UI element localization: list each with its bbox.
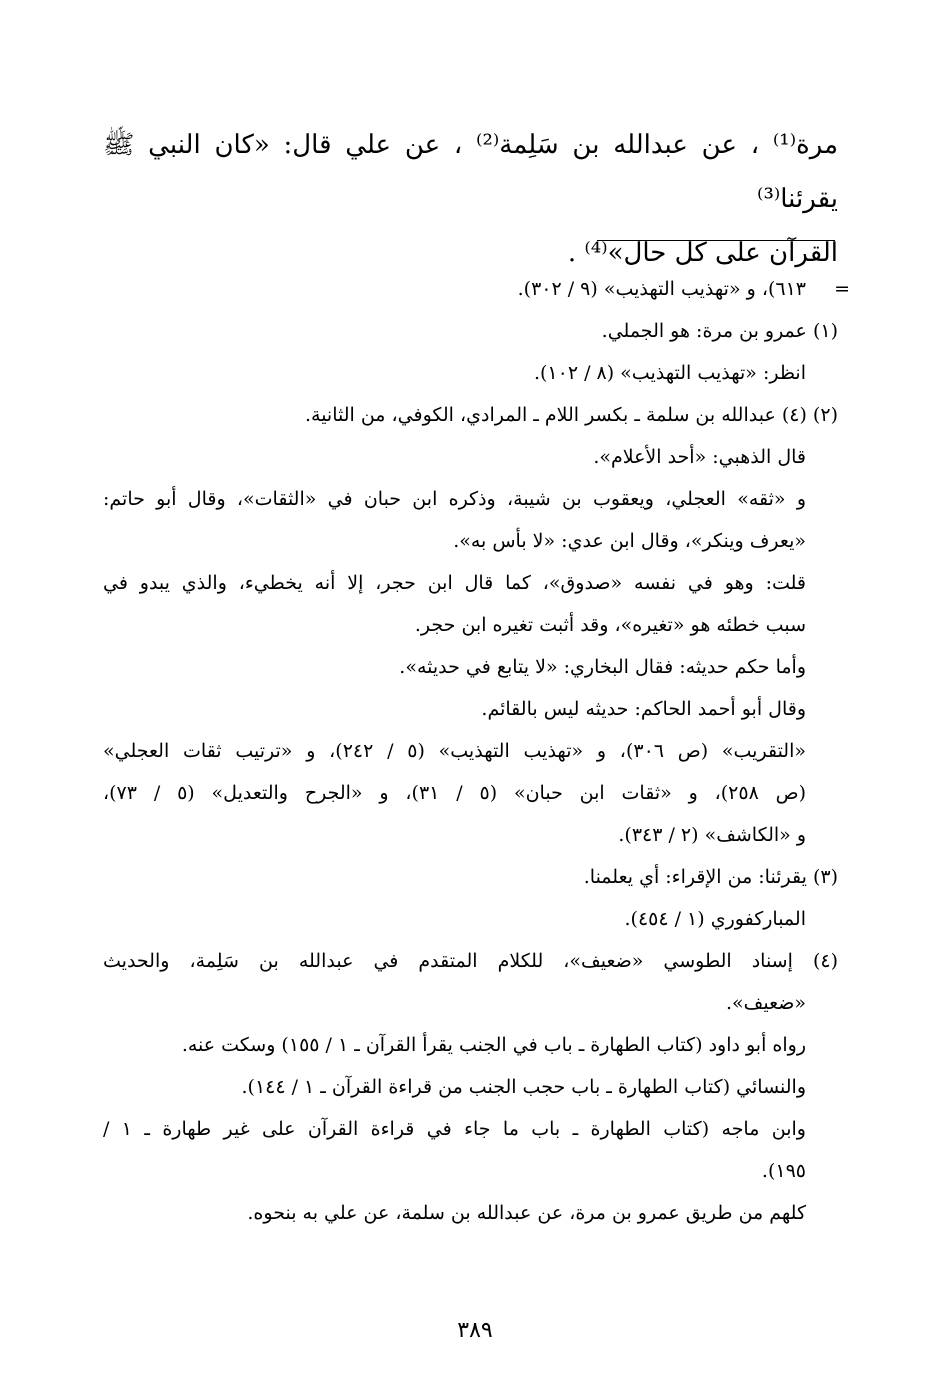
footnote-1	[103, 310, 838, 352]
footnote-4-line-5: وابن ماجه (كتاب الطهارة ـ باب ما جاء في قراءة القرآن على غير طهارة ـ ١ /	[103, 1118, 806, 1140]
footnote-4-line-2: «ضعيف».	[726, 992, 806, 1014]
main-text-line-2: القرآن على كل حال»⁽⁴⁾ .	[567, 238, 838, 268]
main-text	[103, 118, 838, 280]
footnote-2-label: (٢) (٤)	[781, 404, 838, 426]
footnote-4-line-7: كلهم من طريق عمرو بن مرة، عن عبدالله بن سلمة، عن علي به بنحوه.	[247, 1202, 806, 1224]
footnote-3-line-1: يقرئنا: من الإقراء: أي يعلمنا.	[583, 866, 807, 888]
footnote-3-line-2: المباركفوري (١ / ٤٥٤).	[624, 908, 806, 930]
footnotes	[103, 268, 850, 1234]
footnote-4-line-6: ١٩٥).	[761, 1160, 806, 1182]
footnote-4	[103, 940, 838, 982]
footnote-2-line-11: و «الكاشف» (٢ / ٣٤٣).	[618, 824, 806, 846]
footnote-continuation	[103, 268, 850, 310]
footnote-4-line-3: رواه أبو داود (كتاب الطهارة ـ باب في الجنب يقرأ القرآن ـ ١ / ١٥٥) وسكت عنه.	[181, 1034, 806, 1056]
footnote-4-line-4: والنسائي (كتاب الطهارة ـ باب حجب الجنب من قراءة القرآن ـ ١ / ١٤٤).	[241, 1076, 806, 1098]
footnote-separator	[597, 240, 835, 241]
footnote-2-line-9: «التقريب» (ص ٣٠٦)، و «تهذيب التهذيب» (٥ / ٢٤٢)، و «ترتيب ثقات العجلي»	[103, 740, 806, 762]
footnote-2-line-8: وقال أبو أحمد الحاكم: حديثه ليس بالقائم.	[481, 698, 806, 720]
footnote-continuation-text: ٦١٣)، و «تهذيب التهذيب» (٩ / ٣٠٢).	[517, 278, 806, 300]
footnote-3-label: (٣)	[812, 866, 838, 888]
footnote-2-line-4: «يعرف وينكر»، وقال ابن عدي: «لا بأس به».	[453, 530, 806, 552]
footnote-2-line-1: عبدالله بن سلمة ـ بكسر اللام ـ المرادي، الكوفي، من الثانية.	[304, 404, 776, 426]
footnote-4-label: (٤)	[812, 950, 838, 972]
footnote-2-line-2: قال الذهبي: «أحد الأعلام».	[593, 446, 806, 468]
footnote-1-line-1: عمرو بن مرة: هو الجملي.	[601, 320, 807, 342]
footnote-2-line-3: و «ثقه» العجلي، ويعقوب بن شيبة، وذكره ابن حبان في «الثقات»، وقال أبو حاتم:	[103, 488, 806, 510]
footnote-2-line-7: وأما حكم حديثه: فقال البخاري: «لا يتابع في حديثه».	[399, 656, 806, 678]
main-text-line-1: مرة⁽¹⁾ ، عن عبدالله بن سَلِمة⁽²⁾ ، عن علي قال: «كان النبي ﷺ يقرئنا⁽³⁾	[103, 130, 838, 214]
page-number: ٣٨٩	[457, 1318, 493, 1343]
footnote-2-line-10: (ص ٢٥٨)، و «ثقات ابن حبان» (٥ / ٣١)، و «الجرح والتعديل» (٥ / ٧٣)،	[103, 782, 807, 804]
footnote-2-line-6: سبب خطئه هو «تغيره»، وقد أثبت تغيره ابن حجر.	[414, 614, 806, 636]
footnote-2	[103, 394, 838, 436]
footnote-2-line-5: قلت: وهو في نفسه «صدوق»، كما قال ابن حجر، إلا أنه يخطيء، والذي يبدو في	[103, 572, 806, 594]
continuation-mark: =	[834, 278, 850, 300]
footnote-1-line-2: انظر: «تهذيب التهذيب» (٨ / ١٠٢).	[533, 362, 806, 384]
footnote-3	[103, 856, 838, 898]
footnote-4-line-1: إسناد الطوسي «ضعيف»، للكلام المتقدم في عبدالله بن سَلِمة، والحديث	[103, 950, 793, 972]
footnote-1-label: (١)	[812, 320, 838, 342]
